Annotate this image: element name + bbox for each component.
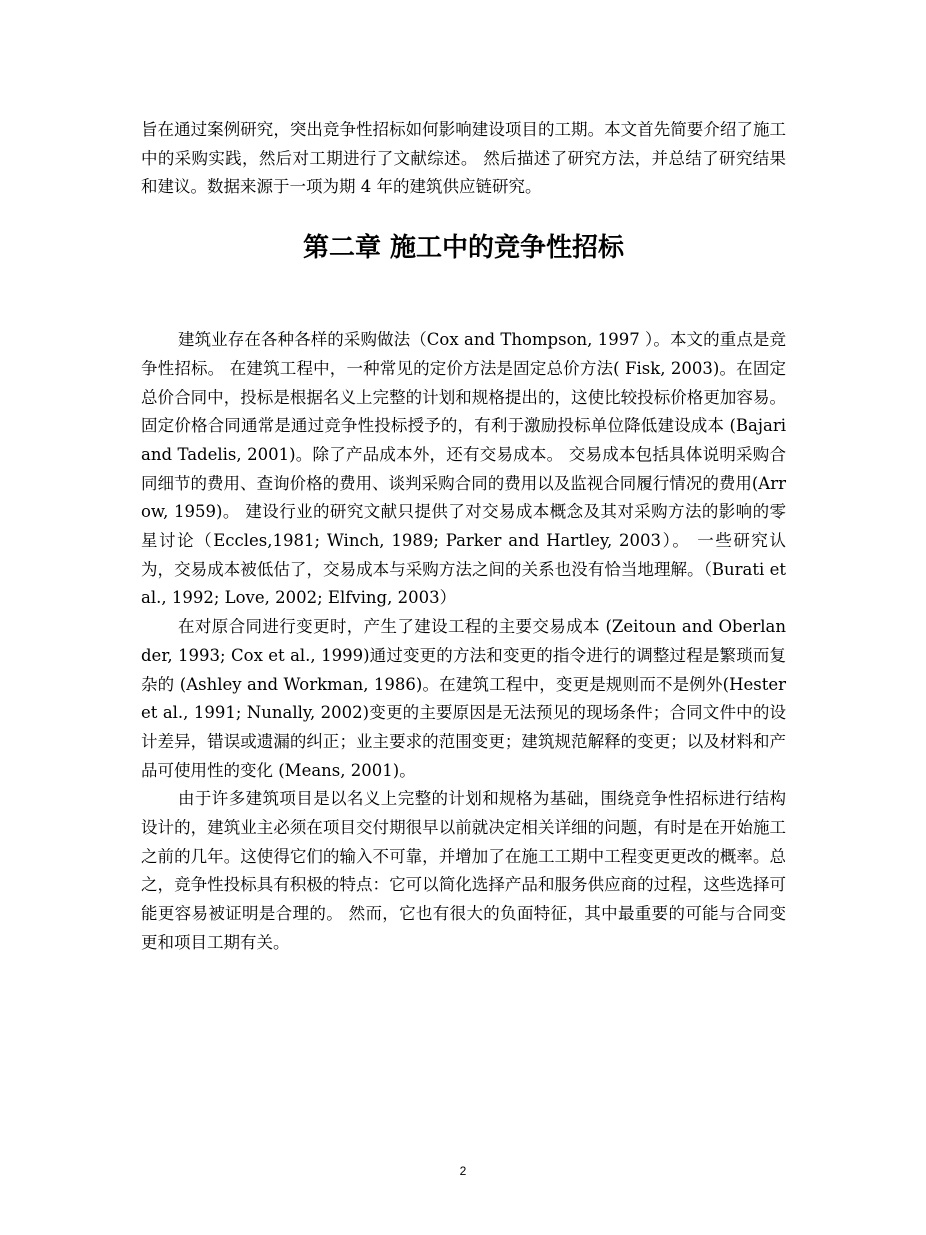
body-paragraph-procurement: 建筑业存在各种各样的采购做法（Cox and Thompson, 1997 ）。本文的重点是竞争性招标。 在建筑工程中，一种常见的定价方法是固定总价方法( Fisk, 2003)。在固定总价合同中，投标是根据名义上完整的计划和规格提出的，这使比较投标价格更加容易。固定价格合同通常是通过竞争性投标授予的，有利于激励投标单位降低建设成本 (Bajari and Tadelis, 2001)。除了产品成本外，还有交易成本。 交易成本包括具体说明采购合同细节的费用、查询价格的费用、谈判采购合同的费用以及监视合同履行情况的费用(Arrow, 1959)。 建设行业的研究文献只提供了对交易成本概念及其对采购方法的影响的零星讨论（Eccles,1981; Winch, 1989; Parker and Hartley, 2003）。 一些研究认为，交易成本被低估了，交易成本与采购方法之间的关系也没有恰当地理解。（Burati et al., 1992; Love, 2002; Elfving, 2003） <box>141 330 786 608</box>
body-paragraph-conclusion: 由于许多建筑项目是以名义上完整的计划和规格为基础，围绕竞争性招标进行结构设计的，建筑业主必须在项目交付期很早以前就决定相关详细的问题，有时是在开始施工之前的几年。这使得它们的输入不可靠，并增加了在施工工期中工程变更更改的概率。总之，竞争性投标具有积极的特点：它可以简化选择产品和服务供应商的过程，这些选择可能更容易被证明是合理的。 然而，它也有很大的负面特征，其中最重要的可能与合同变更和项目工期有关。 <box>141 789 786 952</box>
chapter-title: 第二章 施工中的竞争性招标 <box>302 233 625 264</box>
section-spacer <box>141 268 786 326</box>
body-paragraph-variations: 在对原合同进行变更时，产生了建设工程的主要交易成本 (Zeitoun and Oberlander, 1993; Cox et al., 1999)通过变更的方法和变更的指令进行的调整过程是繁琐而复杂的 (Ashley and Workman, 1986)。在建筑工程中，变更是规则而不是例外(Hester et al., 1991; Nunally, 2002)变更的主要原因是无法预见的现场条件；合同文件中的设计差异，错误或遗漏的纠正；业主要求的范围变更；建筑规范解释的变更；以及材料和产品可使用性的变化 (Means, 2001)。 <box>141 617 786 780</box>
page-content <box>141 116 786 958</box>
page-number: 2 <box>459 1164 467 1178</box>
intro-paragraph: 旨在通过案例研究，突出竞争性招标如何影响建设项目的工期。本文首先简要介绍了施工中的采购实践，然后对工期进行了文献综述。 然后描述了研究方法，并总结了研究结果和建议。数据来源于一项为期 4 年的建筑供应链研究。 <box>141 120 786 197</box>
